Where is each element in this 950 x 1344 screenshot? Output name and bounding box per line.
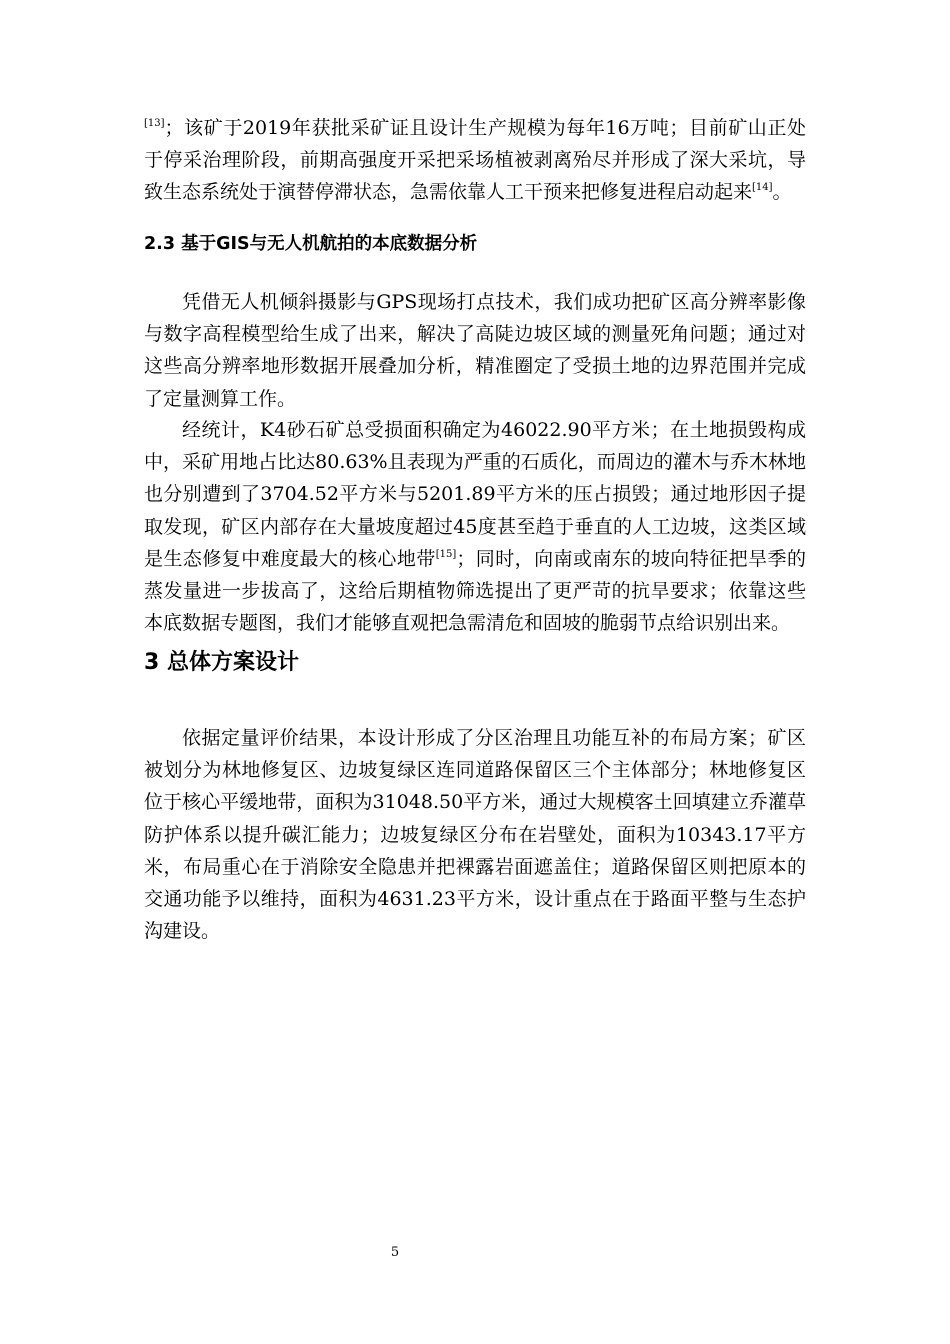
paragraph-text: ；该矿于2019年获批采矿证且设计生产规模为每年16万吨；目前矿山正处于停采治理阶段，前期高强度开采把采场植被剥离殆尽并形成了深大采坑，导致生态系统处于演替停滞状态，急需依靠人工干预来把修复进程启动起来 bbox=[144, 117, 806, 204]
paragraph-text-end: 。 bbox=[772, 181, 792, 204]
page-number: 5 bbox=[390, 1245, 400, 1260]
paragraph-uav-survey bbox=[144, 286, 806, 415]
paragraph-text-end: ；同时，向南或南东的坡向特征把旱季的蒸发量进一步拔高了，这给后期植物筛选提出了更严苛的抗旱要求；依靠这些本底数据专题图，我们才能够直观把急需清危和固坡的脆弱节点给识别出来。 bbox=[144, 547, 806, 635]
section-heading-2-3: 2.3 基于GIS与无人机航拍的本底数据分析 bbox=[144, 234, 478, 254]
citation-14: [14] bbox=[752, 182, 773, 194]
paragraph-text: 经统计，K4砂石矿总受损面积确定为46022.90平方米；在土地损毁构成中，采矿用地占比达80.63%且表现为严重的石质化，而周边的灌木与乔木林地也分别遭到了3704.52平方米与5201.89平方米的压占损毁；通过地形因子提取发现，矿区内部存在大量坡度超过45度甚至趋于垂直的人工边坡，这类区域是生态修复中难度最大的核心地带 bbox=[144, 419, 806, 570]
paragraph-text: 依据定量评价结果，本设计形成了分区治理且功能互补的布局方案；矿区被划分为林地修复区、边坡复绿区连同道路保留区三个主体部分；林地修复区位于核心平缓地带，面积为31048.50平方米，通过大规模客土回填建立乔灌草防护体系以提升碳汇能力；边坡复绿区分布在岩壁处，面积为10343.17平方米，布局重心在于消除安全隐患并把裸露岩面遮盖住；道路保留区则把原本的交通功能予以维持，面积为4631.23平方米，设计重点在于路面平整与生态护沟建设。 bbox=[144, 727, 806, 943]
paragraph-zoning-plan bbox=[144, 722, 806, 947]
citation-13: [13] bbox=[144, 118, 165, 129]
citation-15: [15] bbox=[435, 548, 457, 560]
paragraph-damage-statistics bbox=[144, 414, 806, 639]
paragraph-text: 凭借无人机倾斜摄影与GPS现场打点技术，我们成功把矿区高分辨率影像与数字高程模型给生成了出来，解决了高陡边坡区域的测量死角问题；通过对这些高分辨率地形数据开展叠加分析，精准圈定了受损土地的边界范围并完成了定量测算工作。 bbox=[144, 291, 806, 410]
paragraph-mining-status bbox=[144, 112, 806, 209]
section-heading-3: 3 总体方案设计 bbox=[144, 650, 299, 675]
